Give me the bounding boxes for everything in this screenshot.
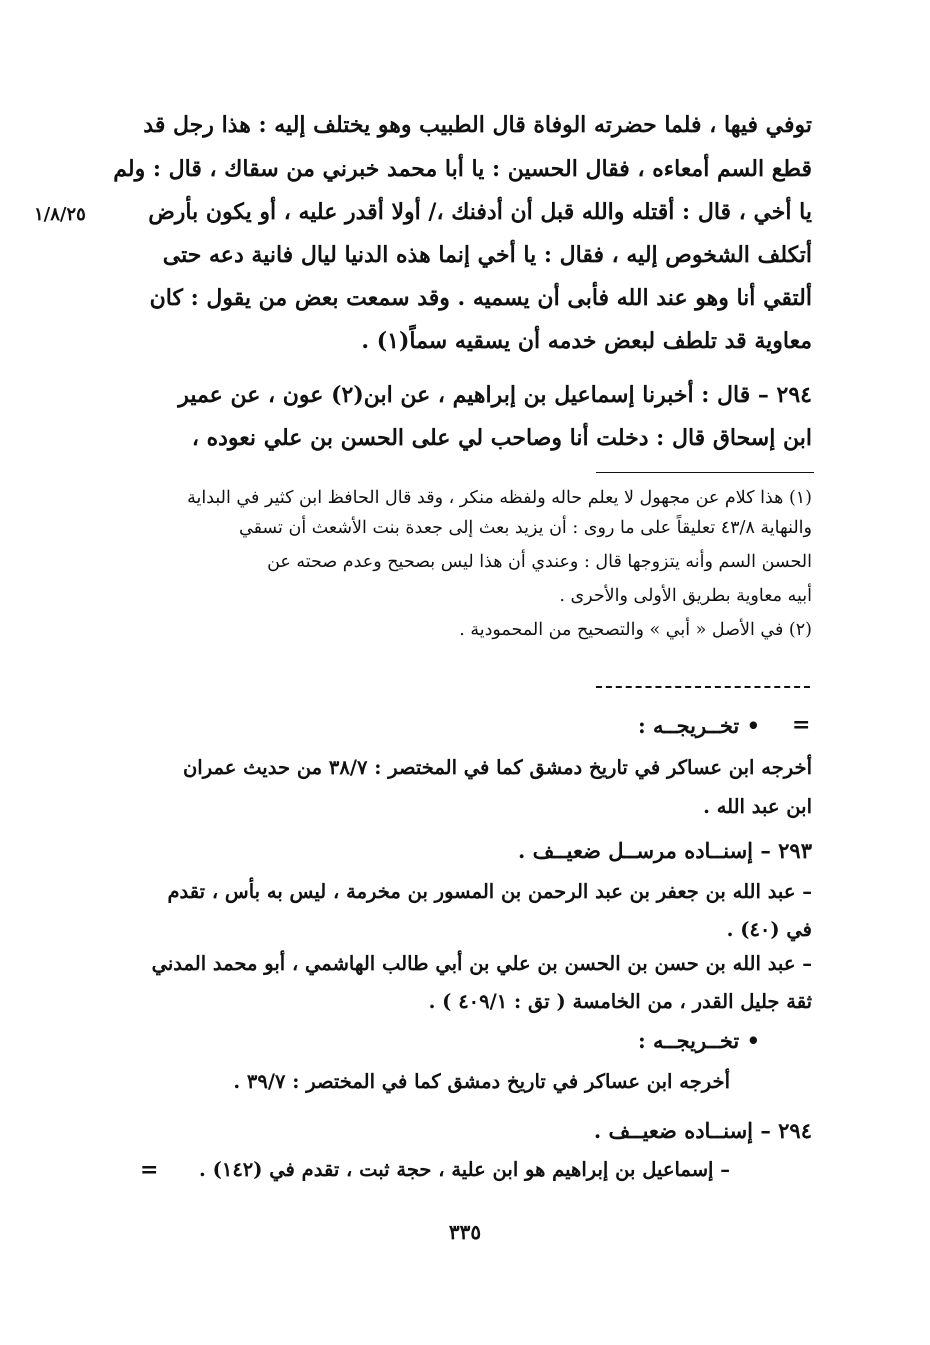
footnote-1-line-3: الحسن السم وأنه يتزوجها قال : وعندي أن هذا ليس بصحيح وعدم صحته عن (267, 552, 812, 572)
isnad-294-heading: ٢٩٤ – إسنــاده ضعيــف . (593, 1118, 812, 1143)
takhrij-1-line-2: ابن عبد الله . (703, 795, 812, 818)
margin-reference: ١/٨/٢٥ (34, 204, 86, 225)
narration-line-1: ٢٩٤ – قال : أخبرنا إسماعيل بن إبراهيم ، عن ابن(٢) عون ، عن عمير (178, 382, 812, 408)
isnad-294-line: – إسماعيل بن إبراهيم هو ابن علية ، حجة ثبت ، تقدم في (١٤٢) . (199, 1158, 730, 1181)
main-text-line-4: أتكلف الشخوص إليه ، فقال : يا أخي إنما هذه الدنيا ليال فانية دعه حتى (162, 242, 812, 268)
footnote-separator (596, 472, 814, 473)
isnad-293-line-1: – عبد الله بن جعفر بن عبد الرحمن بن المسور بن مخرمة ، ليس به بأس ، تقدم (167, 880, 812, 903)
takhrij-2-line: أخرجه ابن عساكر في تاريخ دمشق كما في المختصر : ٣٩/٧ . (233, 1070, 730, 1093)
page-number: ٣٣٥ (448, 1220, 482, 1244)
isnad-293-line-4: ثقة جليل القدر ، من الخامسة ( تق : ٤٠٩/١ ) . (428, 990, 812, 1013)
isnad-293-line-2: في (٤٠) . (726, 918, 812, 941)
isnad-293-heading: ٢٩٣ – إسنــاده مرســل ضعيــف . (517, 838, 812, 863)
takhrij-heading-2: • تخــريجــه : (637, 1028, 760, 1053)
footnote-1-line-4: أبيه معاوية بطريق الأولى والأحرى . (559, 586, 812, 606)
narration-line-2: ابن إسحاق قال : دخلت أنا وصاحب لي على الحسن بن علي نعوده ، (191, 425, 812, 451)
takhrij-heading-1: • تخــريجــه : (637, 713, 760, 738)
takhrij-1-line-1: أخرجه ابن عساكر في تاريخ دمشق كما في المختصر : ٣٨/٧ من حديث عمران (182, 756, 812, 779)
main-text-line-2: قطع السم أمعاءه ، فقال الحسين : يا أبا محمد خبرني من سقاك ، قال : ولم (113, 156, 812, 182)
continuation-mark-end: = (140, 1157, 159, 1183)
main-text-line-3: يا أخي ، قال : أقتله والله قبل أن أدفنك ،/ أولا أقدر عليه ، أو يكون بأرض (148, 199, 812, 225)
continuation-mark: = (792, 712, 811, 738)
main-text-line-5: ألتقي أنا وهو عند الله فأبى أن يسميه . وقد سمعت بعض من يقول : كان (149, 285, 812, 311)
footnote-2: (٢) في الأصل « أبي » والتصحيح من المحمودية . (459, 620, 812, 640)
main-text-line-6: معاوية قد تلطف لبعض خدمه أن يسقيه سماً(١) . (361, 328, 812, 354)
isnad-293-line-3: – عبد الله بن حسن بن الحسن بن علي بن أبي طالب الهاشمي ، أبو محمد المدني (151, 952, 812, 975)
footnote-1-line-1: (١) هذا كلام عن مجهول لا يعلم حاله ولفظه منكر ، وقد قال الحافظ ابن كثير في البداية (187, 488, 812, 508)
footnote-1-line-2: والنهاية ٤٣/٨ تعليقاً على ما روى : أن يزيد بعث إلى جعدة بنت الأشعث أن تسقي (238, 518, 812, 538)
section-separator (596, 686, 810, 688)
main-text-line-1: توفي فيها ، فلما حضرته الوفاة قال الطبيب وهو يختلف إليه : هذا رجل قد (143, 112, 812, 138)
